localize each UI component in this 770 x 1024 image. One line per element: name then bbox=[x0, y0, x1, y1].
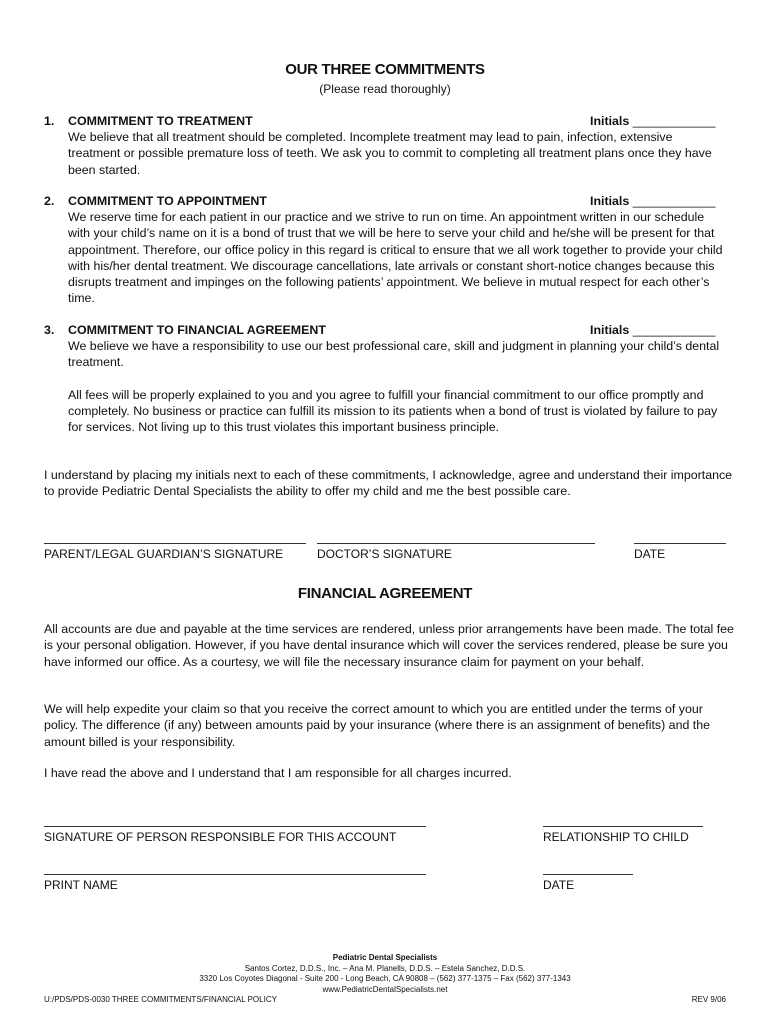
financial-paragraph: I have read the above and I understand that I am responsible for all charges incurred. bbox=[44, 766, 512, 780]
print-name-label: PRINT NAME bbox=[44, 878, 118, 892]
commitment-financial bbox=[44, 322, 724, 435]
document-code: U:/PDS/PDS-0030 THREE COMMITMENTS/FINANCIAL POLICY bbox=[44, 995, 277, 1004]
section-title: FINANCIAL AGREEMENT bbox=[297, 585, 473, 602]
initials-field[interactable] bbox=[590, 193, 715, 209]
initials-label: Initials bbox=[590, 194, 630, 208]
initials-line: ____________ bbox=[632, 194, 716, 208]
initials-field[interactable] bbox=[590, 113, 715, 129]
commitment-title: COMMITMENT TO FINANCIAL AGREEMENT bbox=[68, 323, 326, 337]
footer-practice-name: Pediatric Dental Specialists bbox=[332, 953, 438, 962]
parent-signature-label: PARENT/LEGAL GUARDIAN’S SIGNATURE bbox=[44, 547, 284, 561]
page-subtitle: (Please read thoroughly) bbox=[319, 82, 451, 96]
commitment-text: We believe that all treatment should be completed. Incomplete treatment may lead to pain, infection, extensive treatment or possible premature loss of teeth. We ask you to commit to completing all treatment plans once they have been started. bbox=[68, 130, 712, 177]
doctor-signature-label: DOCTOR’S SIGNATURE bbox=[317, 547, 452, 561]
doctor-signature-line[interactable] bbox=[317, 543, 595, 544]
initials-label: Initials bbox=[590, 323, 630, 337]
footer-doctors: Santos Cortez, D.D.S., Inc. – Ana M. Planells, D.D.S. – Estela Sanchez, D.D.S. bbox=[244, 963, 526, 973]
responsible-signature-line[interactable] bbox=[44, 826, 426, 827]
initials-line: ____________ bbox=[632, 323, 716, 337]
commitment-number: 2. bbox=[44, 194, 55, 208]
page-title: OUR THREE COMMITMENTS bbox=[285, 61, 485, 78]
footer bbox=[0, 953, 770, 995]
relationship-label: RELATIONSHIP TO CHILD bbox=[543, 830, 689, 844]
responsible-signature-label: SIGNATURE OF PERSON RESPONSIBLE FOR THIS ACCOUNT bbox=[44, 830, 397, 844]
initials-field[interactable] bbox=[590, 322, 715, 338]
date-label: DATE bbox=[543, 878, 575, 892]
date-line[interactable] bbox=[543, 874, 633, 875]
relationship-line[interactable] bbox=[543, 826, 703, 827]
acknowledgement-text: I understand by placing my initials next to each of these commitments, I acknowledge, agree and understand their importance to provide Pediatric Dental Specialists the ability to offer my child and me the best possible care. bbox=[44, 468, 733, 499]
footer-website: www.PediatricDentalSpecialists.net bbox=[322, 984, 448, 994]
commitment-number: 3. bbox=[44, 323, 55, 337]
revision-label: REV 9/06 bbox=[691, 995, 726, 1004]
commitment-title: COMMITMENT TO APPOINTMENT bbox=[68, 194, 267, 208]
financial-paragraph: We will help expedite your claim so that you receive the correct amount to which you are entitled under the terms of your policy. The difference (if any) between amounts paid by your insurance (where there is an assignment of benefits) and the amount billed is your responsibility. bbox=[44, 702, 711, 749]
print-name-line[interactable] bbox=[44, 874, 426, 875]
financial-paragraph: All accounts are due and payable at the time services are rendered, unless prior arrangements have been made. The total fee is your personal obligation. However, if you have dental insurance which will cover the services rendered, please be sure you have informed our office. As a courtesy, we will file the necessary insurance claim for payment on your behalf. bbox=[44, 622, 734, 669]
date-line[interactable] bbox=[634, 543, 726, 544]
commitment-text: We believe we have a responsibility to use our best professional care, skill and judgment in planning your child’s dental treatment. bbox=[68, 339, 720, 370]
commitment-treatment bbox=[44, 113, 724, 178]
commitment-title: COMMITMENT TO TREATMENT bbox=[68, 114, 253, 128]
initials-label: Initials bbox=[590, 114, 630, 128]
commitment-appointment bbox=[44, 193, 724, 307]
footer-address: 3320 Los Coyotes Diagonal - Suite 200 - Long Beach, CA 90808 – (562) 377-1375 – Fax (562) 377-1343 bbox=[199, 974, 571, 983]
initials-line: ____________ bbox=[632, 114, 716, 128]
date-label: DATE bbox=[634, 547, 666, 561]
commitment-number: 1. bbox=[44, 114, 55, 128]
commitment-text: We reserve time for each patient in our practice and we strive to run on time. An appointment written in our schedule with your child’s name on it is a bond of trust that we will be here to serve your child and he/she will be present for that appointment. Therefore, our office policy in this regard is critical to ensure that we all work together to provide your child with his/her dental treatment. We discourage cancellations, late arrivals or constant short-notice changes because this disrupts treatment and impinges on the following patients’ appointment. We believe in mutual respect for each other’s time. bbox=[68, 210, 723, 306]
parent-signature-line[interactable] bbox=[44, 543, 306, 544]
commitment-text: All fees will be properly explained to you and you agree to fulfill your financial commitment to our office promptly and completely. No business or practice can fulfill its mission to its patients when a bond of trust is violated by failure to pay for services. Not living up to this trust violates this important business principle. bbox=[68, 387, 718, 435]
